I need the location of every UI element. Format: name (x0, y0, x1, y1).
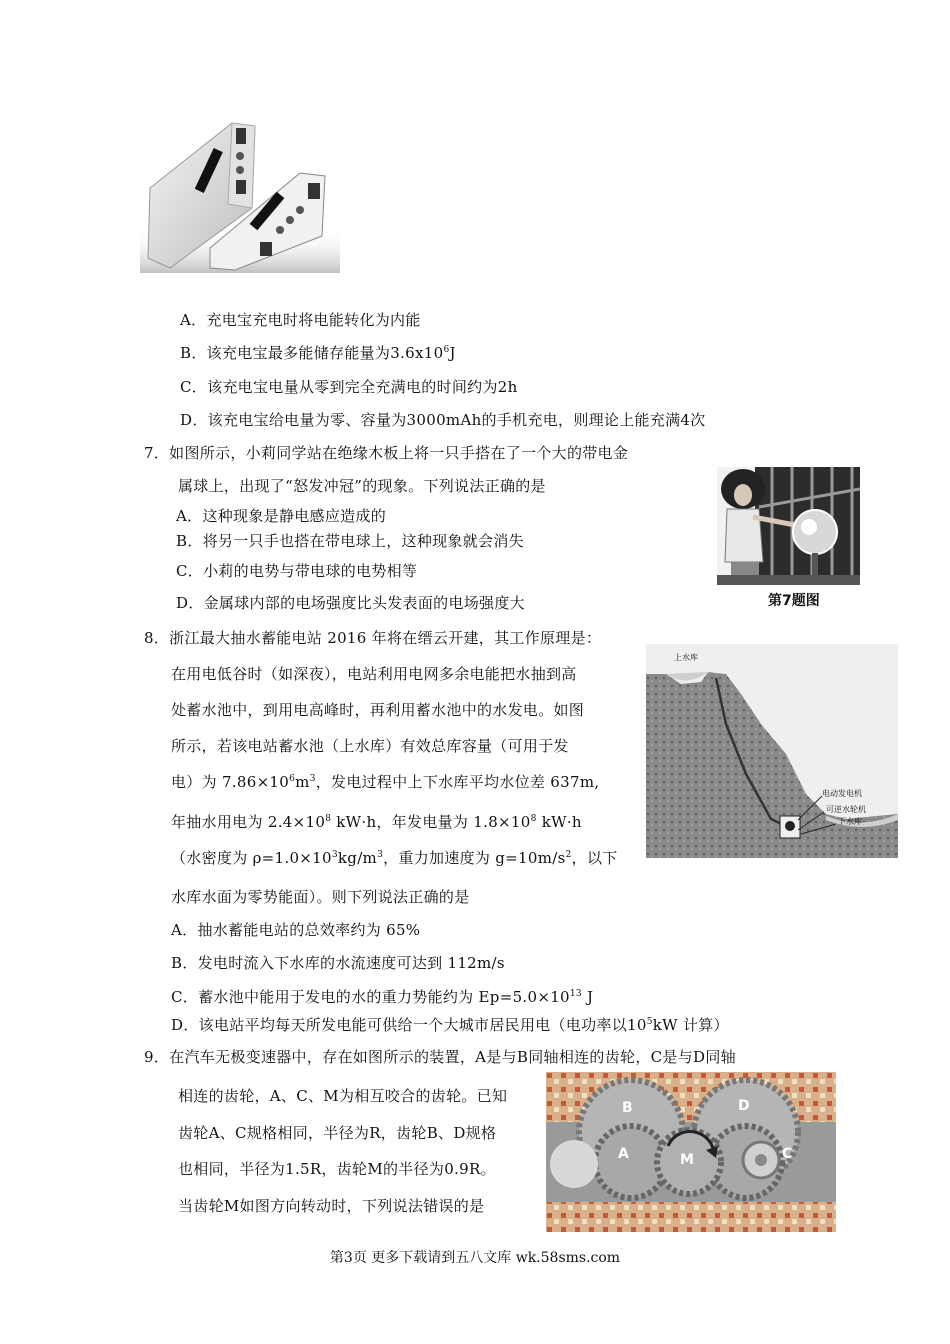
q7-photo (717, 467, 860, 585)
q8-pumped-storage-diagram (646, 644, 898, 858)
q6-option-b: B．该充电宝最多能储存能量为$3.6x10^6J$ (180, 344, 456, 362)
q7-option-c: C．小莉的电势与带电球的电势相等 (176, 562, 418, 580)
q7-stem-line2: 属球上，出现了“怒发冲冠”的现象。下列说法正确的是 (178, 477, 546, 495)
gear-label-m: M (680, 1152, 694, 1168)
q8-option-c: C．蓄水池中能用于发电的水的重力势能约为 $Ep=5.0\times 10^{13}$ J (171, 988, 594, 1006)
gear-label-a: A (618, 1146, 629, 1162)
q6-option-a: A．充电宝充电时将电能转化为内能 (180, 311, 421, 329)
q8-line3: 处蓄水池中，到用电高峰时，再利用蓄水池中的水发电。如图 (171, 701, 585, 719)
turbine-label: 可逆水轮机 (826, 805, 866, 814)
lower-reservoir-label: 下水库 (838, 817, 862, 826)
q6-option-c: C．该充电宝电量从零到完全充满电的时间约为2h (180, 378, 518, 396)
q8-line2: 在用电低谷时（如深夜），电站利用电网多余电能把水抽到高 (171, 665, 577, 683)
q8-line4: 所示，若该电站蓄水池（上水库）有效总库容量（可用于发 (171, 737, 569, 755)
gear-label-d: D (738, 1098, 750, 1114)
q7-stem-line1: 7．如图所示，小莉同学站在绝缘木板上将一只手搭在了一个大的带电金 (144, 444, 629, 462)
q9-line2: 相连的齿轮，A、C、M为相互咬合的齿轮。已知 (178, 1087, 508, 1105)
q7-figure-caption: 第7题图 (768, 593, 820, 609)
q8-line5: 电）为 $7.86\times 10^6m^3$，发电过程中上下水库平均水位差 637m, (171, 773, 600, 791)
q9-gear-photo (546, 1072, 836, 1232)
q9-line5: 当齿轮M如图方向转动时，下列说法错误的是 (178, 1197, 485, 1215)
q6-option-d: D．该充电宝给电量为零、容量为3000mAh的手机充电，则理论上能充满4次 (180, 411, 706, 429)
power-bank-image (140, 118, 340, 273)
q8-option-a: A．抽水蓄能电站的总效率约为 65% (171, 921, 421, 939)
q7-option-d: D．金属球内部的电场强度比头发表面的电场强度大 (176, 594, 525, 612)
gear-label-c: C (782, 1146, 793, 1162)
upper-reservoir-label: 上水库 (674, 653, 698, 662)
q9-line4: 也相同，半径为1.5R，齿轮M的半径为0.9R。 (178, 1160, 496, 1178)
q8-option-d: D．该电站平均每天所发电能可供给一个大城市居民用电（电功率以$10^5kW$ 计算） (171, 1016, 729, 1034)
page-footer: 第3页 更多下载请到五八文库 wk.58sms.com (329, 1250, 621, 1266)
q8-line7: （水密度为 $\rho=1.0\times 10^3kg/m^3$，重力加速度为 $g=10m/s^2$，以下 (171, 849, 618, 867)
q8-option-b: B．发电时流入下水库的水流速度可达到 112m/s (171, 954, 505, 972)
q9-line1: 9．在汽车无极变速器中，存在如图所示的装置，A是与B同轴相连的齿轮，C是与D同轴 (144, 1048, 736, 1066)
q7-option-a: A．这种现象是静电感应造成的 (176, 507, 387, 525)
generator-label: 电动发电机 (822, 789, 862, 798)
q9-line3: 齿轮A、C规格相同，半径为R，齿轮B、D规格 (178, 1124, 497, 1142)
q8-line6: 年抽水用电为 $2.4\times 10^8$ kW·h，年发电量为 $1.8\times 10^8$ kW·h (171, 813, 582, 831)
q8-line8: 水库水面为零势能面）。则下列说法正确的是 (171, 888, 470, 906)
q8-line1: 8．浙江最大抽水蓄能电站 2016 年将在缙云开建，其工作原理是： (144, 629, 602, 647)
gear-label-b: B (622, 1100, 633, 1116)
q7-option-b: B．将另一只手也搭在带电球上，这种现象就会消失 (176, 532, 524, 550)
